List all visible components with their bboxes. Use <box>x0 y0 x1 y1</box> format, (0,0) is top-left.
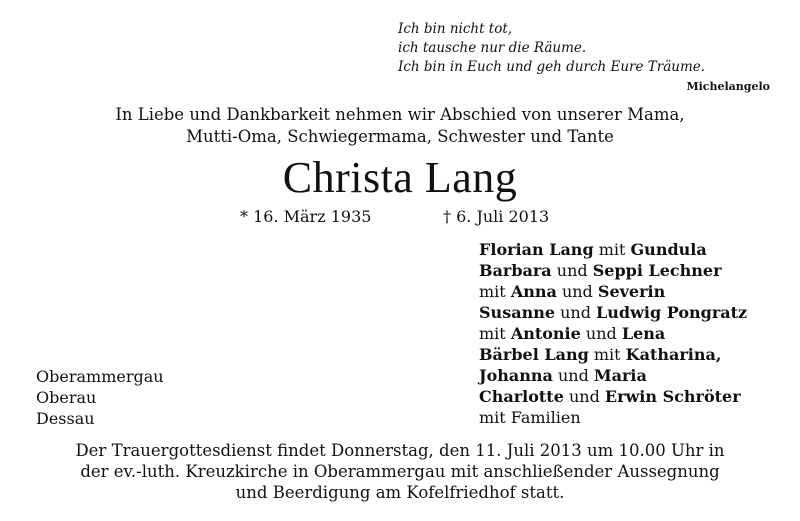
farewell-intro <box>0 104 800 148</box>
intro-line: Mutti-Oma, Schwiegermama, Schwester und Tante <box>186 127 614 146</box>
mourner-line <box>479 365 747 386</box>
mourner-name: Florian Lang <box>479 240 594 259</box>
mourner-line <box>479 260 747 281</box>
service-notice <box>0 440 800 503</box>
mourner-line <box>479 239 747 260</box>
connector-text: mit <box>588 345 626 364</box>
connector-text: mit <box>479 282 511 301</box>
mourner-line <box>479 323 747 344</box>
connector-text: und <box>555 303 597 322</box>
quote-author: Michelangelo <box>686 80 770 93</box>
mourner-line <box>479 407 747 428</box>
mourner-name: Gundula <box>630 240 707 259</box>
mourner-name: Erwin Schröter <box>604 387 741 406</box>
service-line: Der Trauergottesdienst findet Donnerstag, den 11. Juli 2013 um 10.00 Uhr in <box>75 441 725 460</box>
mourner-name: Charlotte <box>479 387 564 406</box>
mourner-name: Barbara <box>479 261 552 280</box>
quote-line: Ich bin in Euch und geh durch Eure Träume. <box>398 59 706 75</box>
mourner-name: Bärbel Lang <box>479 345 589 364</box>
quote-line: Ich bin nicht tot, <box>398 21 513 37</box>
mourner-name: Severin <box>597 282 666 301</box>
connector-text: und <box>556 282 598 301</box>
quote-block <box>398 20 770 96</box>
mourner-name: Johanna <box>479 366 553 385</box>
birth-date: * 16. März 1935 <box>240 207 372 226</box>
mourner-name: Seppi Lechner <box>592 261 722 280</box>
mourner-name: Anna <box>510 282 557 301</box>
mourner-name: Katharina, <box>625 345 722 364</box>
death-date: † 6. Juli 2013 <box>443 207 550 226</box>
service-line: und Beerdigung am Kofelfriedhof statt. <box>235 483 565 502</box>
connector-text: und <box>563 387 605 406</box>
mourners-list <box>479 239 747 428</box>
mourner-name: Maria <box>593 366 647 385</box>
deceased-name: Christa Lang <box>282 153 518 202</box>
mourner-name: Susanne <box>479 303 556 322</box>
place-name: Dessau <box>36 409 95 428</box>
place-name: Oberau <box>36 388 97 407</box>
mourner-line <box>479 344 747 365</box>
quote-line: ich tausche nur die Räume. <box>398 40 587 56</box>
connector-text: mit <box>593 240 631 259</box>
connector-text: mit <box>479 324 511 343</box>
mourner-name: Ludwig Pongratz <box>596 303 748 322</box>
mourner-line <box>479 302 747 323</box>
place-name: Oberammergau <box>36 367 164 386</box>
connector-text: und <box>580 324 622 343</box>
connector-text: und <box>552 366 594 385</box>
places-list <box>36 366 164 429</box>
intro-line: In Liebe und Dankbarkeit nehmen wir Abschied von unserer Mama, <box>115 105 685 124</box>
connector-text: mit Familien <box>479 408 581 427</box>
connector-text: und <box>551 261 593 280</box>
service-line: der ev.-luth. Kreuzkirche in Oberammergau mit anschließender Aussegnung <box>80 462 720 481</box>
mourner-line <box>479 386 747 407</box>
mourner-line <box>479 281 747 302</box>
mourner-name: Antonie <box>510 324 581 343</box>
mourner-name: Lena <box>621 324 666 343</box>
